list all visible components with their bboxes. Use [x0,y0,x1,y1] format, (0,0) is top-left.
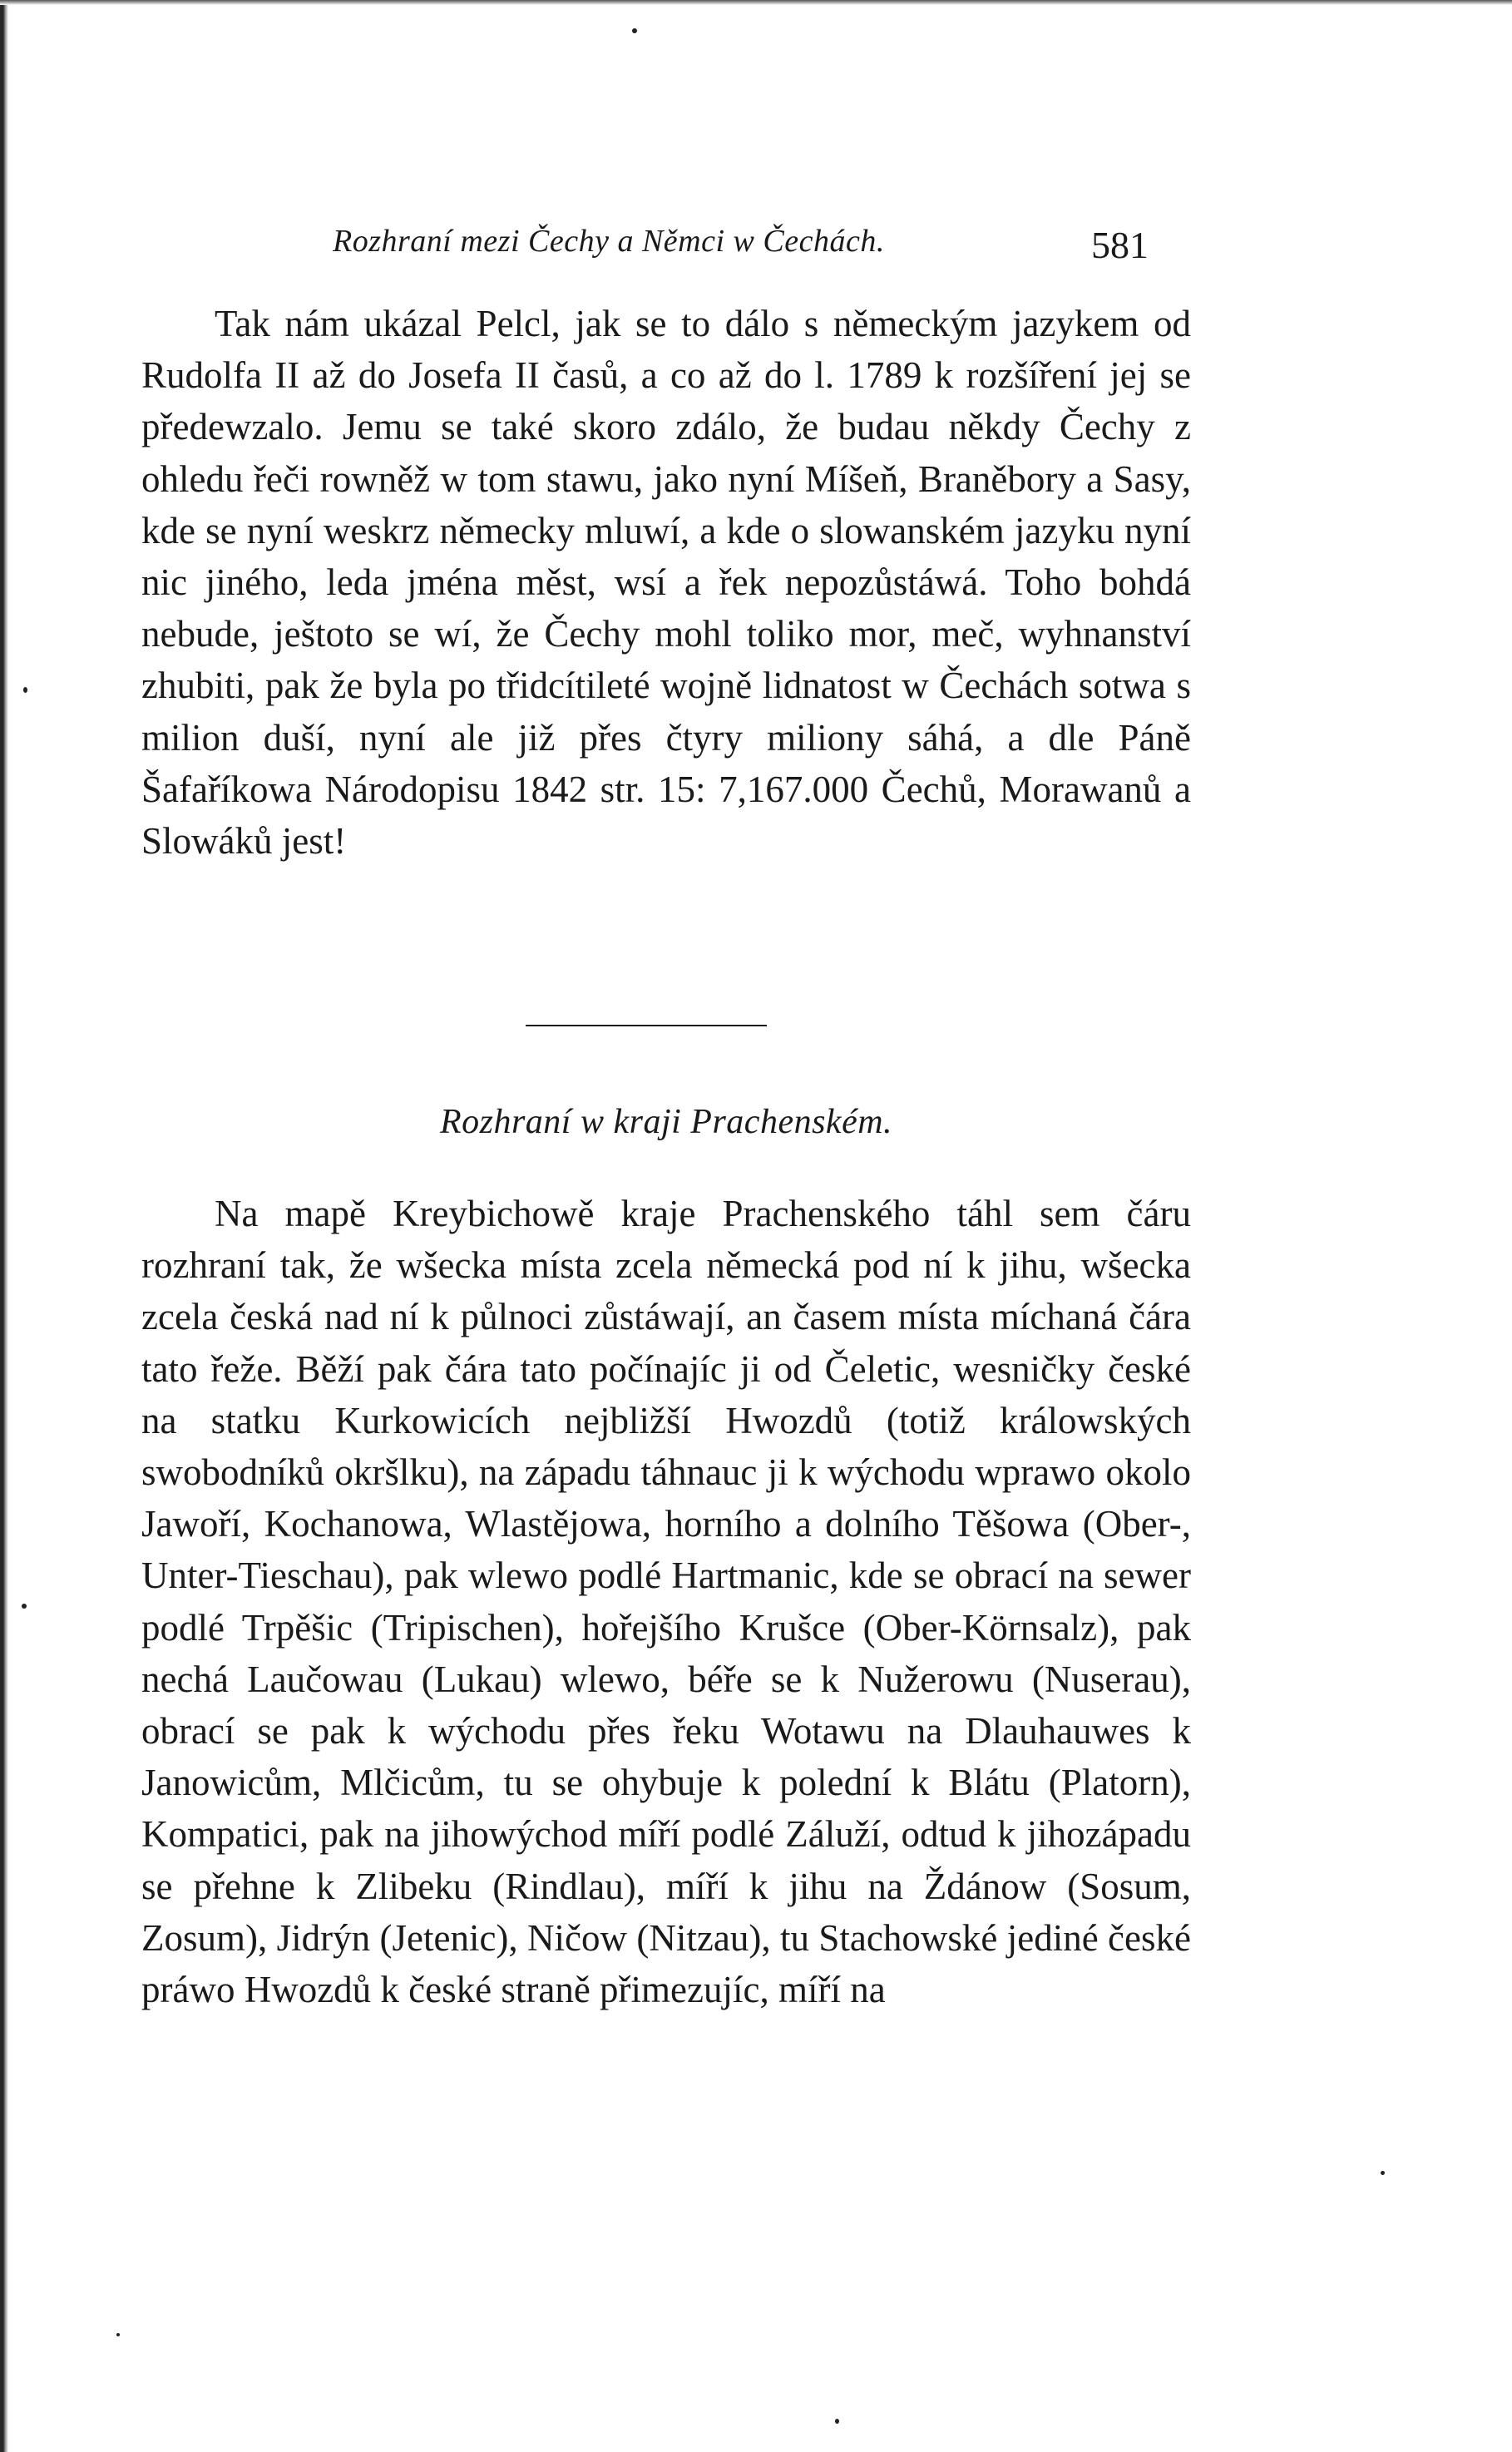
page-number: 581 [1091,224,1149,266]
paragraph-2: Na mapě Kreybichowě kraje Prachenského táhl sem čáru rozhraní tak, že wšecka místa zcela německá pod ní k jihu, wšecka zcela česká nad ní k půlnoci zůstáwají, an časem místa míchaná čára tato řeže. Běží pak čára tato počínajíc ji od Čeletic, wesničky české na statku Kurkowicích nejbližší Hwozdů (totiž králowských swobodníků okršlku), na západu táhnauc ji k wýchodu wprawo okolo Jawoří, Kochanowa, Wlastějowa, horního a dolního Těšowa (Ober-, Unter-Tieschau), pak wlewo podlé Hartmanic, kde se obrací na sewer podlé Trpěšic (Tripischen), hořejšího Krušce (Ober-Körnsalz), pak nechá Laučowau (Lukau) wlewo, béře se k Nužerowu (Nuserau), obrací se pak k wýchodu přes řeku Wotawu na Dlauhauwes k Janowicům, Mlčicům, tu se ohybuje k polední k Blátu (Platorn), Kompatici, pak na jihowýchod míří podlé Záluží, odtud k jihozápadu se přehne k Zlibeku (Rindlau), míří k jihu na Ždánow (Sosum, Zosum), Jidrýn (Jetenic), Ničow (Nitzau), tu Stachowské jediné české práwo Hwozdů k české straně přimezujíc, míří na [141,1193,1191,2011]
print-speck [116,2333,120,2336]
print-speck [835,2419,839,2424]
paragraph-block-1 [141,298,1191,867]
section-title: Rozhraní w kraji Prachenském. [439,1103,893,1141]
print-speck [22,1604,27,1609]
page-top-edge-shadow [0,0,1512,5]
page-left-edge-shadow [0,0,8,2452]
paragraph-block-2 [141,1188,1191,2015]
section-divider-rule [526,1025,767,1026]
running-head: Rozhraní mezi Čechy a Němci w Čechách. [333,224,885,259]
print-speck [632,28,637,33]
print-speck [23,687,27,693]
paragraph-1: Tak nám ukázal Pelcl, jak se to dálo s německým jazykem od Rudolfa II až do Josefa II časů, a co až do l. 1789 k rozšíření jej se předewzalo. Jemu se také skoro zdálo, že budau někdy Čechy z ohledu řeči rowněž w tom stawu, jako nyní Míšeň, Braněbory a Sasy, kde se nyní weskrz německy mluwí, a kde o slowanském jazyku nyní nic jiného, leda jména měst, wsí a řek nepozůstáwá. Toho bohdá nebude, ještoto se wí, že Čechy mohl toliko mor, meč, wyhnanství zhubiti, pak že byla po třidcítileté wojně lidnatost w Čechách sotwa s milion duší, nyní ale již přes čtyry miliony sáhá, a dle Páně Šafaříkowa Národopisu 1842 str. 15: 7,167.000 Čechů, Morawanů a Slowáků jest! [141,303,1191,863]
print-speck [1381,2171,1385,2175]
